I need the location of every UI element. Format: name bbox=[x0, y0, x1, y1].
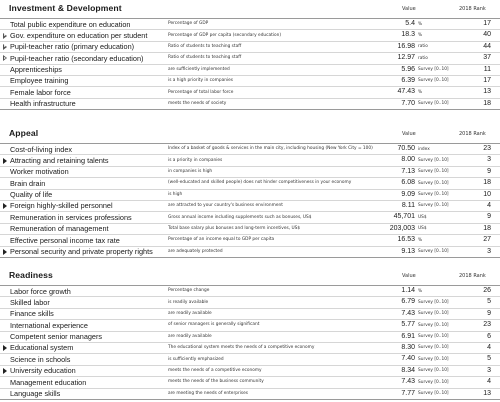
criterion-unit: Survey [0..10] bbox=[418, 101, 449, 107]
table-row bbox=[0, 366, 500, 377]
table-row bbox=[0, 99, 500, 110]
table-row bbox=[0, 309, 500, 320]
criterion-rank: 9 bbox=[487, 167, 491, 175]
criterion-rank: 26 bbox=[483, 287, 491, 294]
criterion-label: International experience bbox=[10, 320, 88, 330]
criterion-value: 47.43 bbox=[397, 88, 415, 96]
criterion-unit: Survey [0..10] bbox=[418, 368, 449, 374]
criterion-label: Labor force growth bbox=[10, 286, 71, 296]
criterion-label: Remuneration of management bbox=[10, 224, 109, 234]
strength-arrow-icon bbox=[3, 249, 7, 255]
criterion-label: Total public expenditure on education bbox=[10, 19, 131, 29]
criterion-label: Finance skills bbox=[10, 309, 54, 319]
criterion-value: 5.77 bbox=[401, 321, 415, 329]
criterion-label: Skilled labor bbox=[10, 297, 50, 307]
criterion-value: 203,003 bbox=[389, 224, 415, 232]
criterion-rank: 18 bbox=[483, 179, 491, 187]
criterion-label: Pupil-teacher ratio (secondary education) bbox=[10, 53, 144, 63]
criterion-unit: ratio bbox=[418, 55, 428, 61]
criterion-label: Pupil-teacher ratio (primary education) bbox=[10, 42, 135, 52]
criterion-rank: 10 bbox=[483, 190, 491, 198]
criterion-unit: % bbox=[418, 21, 423, 27]
criterion-label: Effective personal income tax rate bbox=[10, 235, 120, 245]
section-title: Investment & Development bbox=[9, 3, 122, 13]
criterion-rank: 6 bbox=[487, 332, 491, 340]
criterion-description: Percentage of total labor force bbox=[168, 89, 234, 95]
criterion-unit: Survey [0..10] bbox=[418, 334, 449, 340]
criterion-rank: 4 bbox=[487, 201, 491, 209]
table-row bbox=[0, 377, 500, 388]
table-row bbox=[0, 76, 500, 87]
criterion-description: meets the needs of the business community bbox=[168, 379, 264, 385]
table-row bbox=[0, 332, 500, 343]
criterion-value: 1.14 bbox=[401, 287, 415, 294]
criterion-label: Cost-of-living index bbox=[10, 144, 73, 154]
criterion-description: Gross annual income including supplements such as bonuses, US$ bbox=[168, 214, 312, 220]
criterion-unit: % bbox=[418, 288, 423, 294]
criterion-label: Management education bbox=[10, 377, 87, 387]
criterion-description: is sufficiently emphasized bbox=[168, 356, 224, 362]
criterion-description: is a high priority in companies bbox=[168, 78, 234, 84]
criterion-description: meets the needs of society bbox=[168, 101, 227, 107]
criterion-label: Competent senior managers bbox=[10, 332, 103, 342]
table-row bbox=[0, 190, 500, 201]
weakness-arrow-icon bbox=[3, 44, 7, 50]
criterion-value: 5.4 bbox=[405, 20, 415, 27]
criterion-rank: 27 bbox=[483, 236, 491, 244]
criterion-value: 8.00 bbox=[401, 156, 415, 164]
section-appeal bbox=[0, 127, 500, 258]
criterion-description: of senior managers is generally significant bbox=[168, 322, 260, 328]
table-row bbox=[0, 42, 500, 53]
table-row bbox=[0, 155, 500, 166]
criterion-description: are sufficiently implemented bbox=[168, 66, 230, 72]
table-row bbox=[0, 247, 500, 258]
criterion-label: Educational system bbox=[10, 343, 74, 353]
criterion-value: 16.98 bbox=[397, 42, 415, 50]
criterion-unit: ratio bbox=[418, 44, 428, 50]
table-row bbox=[0, 212, 500, 223]
table-row bbox=[0, 389, 500, 400]
criterion-description: are readily available bbox=[168, 311, 212, 317]
criterion-unit: Survey [0..10] bbox=[418, 203, 449, 209]
rank-column-header: 2018 Rank bbox=[459, 131, 486, 137]
criterion-rank: 18 bbox=[483, 99, 491, 107]
criterion-description: meets the needs of a competitive economy bbox=[168, 368, 262, 374]
criterion-value: 45,701 bbox=[393, 213, 415, 221]
table-row bbox=[0, 354, 500, 365]
table-row bbox=[0, 65, 500, 76]
table-row bbox=[0, 19, 500, 30]
criterion-rank: 13 bbox=[483, 389, 491, 397]
criterion-rank: 4 bbox=[487, 378, 491, 386]
criterion-description: Ratio of students to teaching staff bbox=[168, 55, 242, 61]
strength-arrow-icon bbox=[3, 203, 7, 209]
criterion-label: Apprenticeships bbox=[10, 65, 62, 75]
criterion-rank: 5 bbox=[487, 355, 491, 363]
criterion-value: 16.53 bbox=[397, 236, 415, 244]
criterion-rank: 18 bbox=[483, 224, 491, 232]
criterion-value: 7.43 bbox=[401, 378, 415, 386]
table-row bbox=[0, 286, 500, 297]
criterion-value: 9.09 bbox=[401, 190, 415, 198]
criterion-value: 6.79 bbox=[401, 298, 415, 306]
value-column-header: Value bbox=[402, 131, 416, 137]
criterion-value: 6.91 bbox=[401, 332, 415, 340]
criterion-unit: Survey [0..10] bbox=[418, 192, 449, 198]
rank-column-header: 2018 Rank bbox=[459, 273, 486, 279]
criterion-description: are readily available bbox=[168, 333, 212, 339]
criterion-description: Index of a basket of goods & services in the main city, including housing (New York City = 100) bbox=[168, 146, 373, 152]
criterion-value: 8.30 bbox=[401, 343, 415, 351]
criterion-rank: 3 bbox=[487, 247, 491, 255]
criterion-rank: 23 bbox=[483, 145, 491, 152]
criterion-label: Science in schools bbox=[10, 354, 71, 364]
criterion-unit: % bbox=[418, 89, 423, 95]
criterion-description: are adequately protected bbox=[168, 248, 223, 254]
criterion-description: Percentage of GDP per capita (secondary education) bbox=[168, 32, 282, 38]
criterion-description: Ratio of students to teaching staff bbox=[168, 44, 242, 50]
section-header bbox=[0, 2, 500, 19]
criterion-description: (well-educated and skilled people) does not hinder competitiveness in your economy bbox=[168, 180, 352, 186]
criterion-rank: 44 bbox=[483, 42, 491, 50]
criterion-rank: 17 bbox=[483, 20, 491, 27]
criterion-description: in companies is high bbox=[168, 169, 213, 175]
weakness-arrow-icon bbox=[3, 33, 7, 39]
criterion-rank: 13 bbox=[483, 88, 491, 96]
criterion-description: are meeting the needs of enterprises bbox=[168, 390, 249, 396]
criterion-unit: Survey [0..10] bbox=[418, 169, 449, 175]
criterion-description: are attracted to your country's business environment bbox=[168, 203, 283, 209]
criterion-rank: 11 bbox=[483, 65, 491, 73]
criterion-rank: 4 bbox=[487, 343, 491, 351]
criterion-value: 7.77 bbox=[401, 389, 415, 397]
rank-column-header: 2018 Rank bbox=[459, 6, 486, 12]
criterion-unit: Survey [0..10] bbox=[418, 157, 449, 163]
criterion-unit: US$ bbox=[418, 214, 427, 220]
criterion-unit: Survey [0..10] bbox=[418, 249, 449, 255]
criterion-description: Percentage of GDP bbox=[168, 21, 209, 27]
criterion-value: 9.13 bbox=[401, 247, 415, 255]
criterion-unit: Survey [0..10] bbox=[418, 356, 449, 362]
criterion-unit: Survey [0..10] bbox=[418, 67, 449, 73]
criterion-unit: US$ bbox=[418, 226, 427, 232]
criterion-rank: 3 bbox=[487, 366, 491, 374]
table-row bbox=[0, 343, 500, 354]
table-row bbox=[0, 53, 500, 64]
criterion-description: Total base salary plus bonuses and long-term incentives, US$ bbox=[168, 226, 301, 232]
criterion-rank: 3 bbox=[487, 156, 491, 164]
criterion-label: University education bbox=[10, 366, 76, 376]
criterion-unit: Survey [0..10] bbox=[418, 379, 449, 385]
section-header bbox=[0, 127, 500, 144]
strength-arrow-icon bbox=[3, 345, 7, 351]
table-row bbox=[0, 30, 500, 41]
table-row bbox=[0, 224, 500, 235]
criterion-value: 5.96 bbox=[401, 65, 415, 73]
table-row bbox=[0, 178, 500, 189]
criterion-label: Attracting and retaining talents bbox=[10, 155, 109, 165]
criterion-unit: index bbox=[418, 146, 430, 152]
criterion-value: 7.70 bbox=[401, 99, 415, 107]
criterion-value: 70.50 bbox=[397, 145, 415, 152]
criterion-rank: 40 bbox=[483, 31, 491, 39]
criterion-label: Foreign highly-skilled personnel bbox=[10, 201, 113, 211]
criterion-unit: % bbox=[418, 237, 423, 243]
criterion-rank: 23 bbox=[483, 321, 491, 329]
criterion-description: is high bbox=[168, 191, 183, 197]
section-readiness bbox=[0, 269, 500, 400]
criterion-unit: Survey [0..10] bbox=[418, 311, 449, 317]
section-title: Readiness bbox=[9, 270, 53, 280]
criterion-label: Quality of life bbox=[10, 190, 53, 200]
criterion-value: 8.11 bbox=[401, 201, 415, 209]
section-title: Appeal bbox=[9, 128, 39, 138]
criterion-value: 6.08 bbox=[401, 179, 415, 187]
criterion-description: Percentage of an income equal to GDP per capita bbox=[168, 237, 275, 243]
criterion-unit: Survey [0..10] bbox=[418, 345, 449, 351]
table-row bbox=[0, 144, 500, 155]
criterion-unit: Survey [0..10] bbox=[418, 391, 449, 397]
criterion-label: Female labor force bbox=[10, 87, 71, 97]
section-header bbox=[0, 269, 500, 286]
criterion-description: is a priority in companies bbox=[168, 157, 223, 163]
criterion-unit: Survey [0..10] bbox=[418, 78, 449, 84]
table-row bbox=[0, 320, 500, 331]
criterion-label: Worker motivation bbox=[10, 167, 69, 177]
criterion-unit: Survey [0..10] bbox=[418, 180, 449, 186]
criterion-value: 18.3 bbox=[401, 31, 415, 39]
criterion-label: Health infrastructure bbox=[10, 99, 76, 109]
section-investment-development bbox=[0, 2, 500, 110]
weakness-arrow-icon bbox=[3, 55, 7, 61]
table-row bbox=[0, 201, 500, 212]
criterion-description: Percentage change bbox=[168, 288, 210, 294]
criterion-rank: 17 bbox=[483, 76, 491, 84]
criterion-rank: 5 bbox=[487, 298, 491, 306]
criterion-value: 7.43 bbox=[401, 309, 415, 317]
criterion-rank: 9 bbox=[487, 309, 491, 317]
criterion-rank: 9 bbox=[487, 213, 491, 221]
criterion-value: 8.34 bbox=[401, 366, 415, 374]
table-row bbox=[0, 235, 500, 246]
table-row bbox=[0, 167, 500, 178]
criterion-rank: 37 bbox=[483, 54, 491, 62]
strength-arrow-icon bbox=[3, 158, 7, 164]
criterion-label: Employee training bbox=[10, 76, 69, 86]
criterion-label: Brain drain bbox=[10, 178, 46, 188]
table-row bbox=[0, 297, 500, 308]
criterion-value: 6.39 bbox=[401, 76, 415, 84]
criterion-value: 12.97 bbox=[397, 54, 415, 62]
criterion-description: The educational system meets the needs of a competitive economy bbox=[168, 345, 315, 351]
criterion-value: 7.40 bbox=[401, 355, 415, 363]
table-row bbox=[0, 87, 500, 98]
criterion-label: Language skills bbox=[10, 389, 61, 399]
value-column-header: Value bbox=[402, 273, 416, 279]
value-column-header: Value bbox=[402, 6, 416, 12]
criterion-unit: Survey [0..10] bbox=[418, 322, 449, 328]
criterion-description: is readily available bbox=[168, 299, 209, 305]
criterion-unit: Survey [0..10] bbox=[418, 299, 449, 305]
criterion-unit: % bbox=[418, 32, 423, 38]
criterion-value: 7.13 bbox=[401, 167, 415, 175]
criterion-label: Personal security and private property rights bbox=[10, 247, 153, 257]
criterion-label: Remuneration in services professions bbox=[10, 212, 132, 222]
strength-arrow-icon bbox=[3, 368, 7, 374]
criterion-label: Gov. expenditure on education per student bbox=[10, 30, 148, 40]
